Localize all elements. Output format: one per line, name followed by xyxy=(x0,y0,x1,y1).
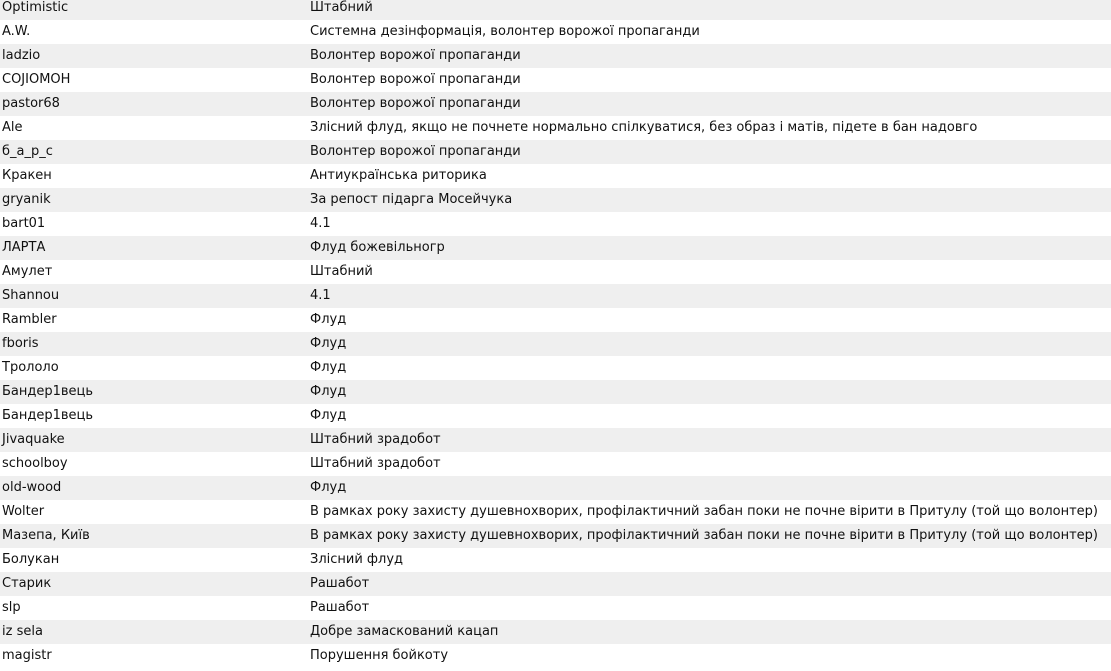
table-row xyxy=(0,572,1111,596)
banned-username: Амулет xyxy=(0,260,308,284)
ban-reason: Волонтер ворожої пропаганди xyxy=(308,68,1111,92)
ban-reason: Волонтер ворожої пропаганди xyxy=(308,92,1111,116)
table-row xyxy=(0,476,1111,500)
ban-reason: Злісний флуд xyxy=(308,548,1111,572)
banned-username: Optimistic xyxy=(0,0,308,20)
ban-reason: Рашабот xyxy=(308,596,1111,620)
banned-username: iz sela xyxy=(0,620,308,644)
ban-reason: Добре замаскований кацап xyxy=(308,620,1111,644)
ban-reason: Злісний флуд, якщо не почнете нормально спілкуватися, без образ і матів, підете в бан надовго xyxy=(308,116,1111,140)
banned-username: Shannou xyxy=(0,284,308,308)
banned-username: Кракен xyxy=(0,164,308,188)
table-row xyxy=(0,620,1111,644)
banned-username: СОJIОМОН xyxy=(0,68,308,92)
banned-username: Болукан xyxy=(0,548,308,572)
ban-reason: Флуд xyxy=(308,476,1111,500)
banned-username: Jivaquake xyxy=(0,428,308,452)
table-row xyxy=(0,68,1111,92)
table-row xyxy=(0,188,1111,212)
ban-reason: 4.1 xyxy=(308,212,1111,236)
ban-reason: В рамках року захисту душевнохворих, профілактичний забан поки не почне вірити в Притулу (той що волонтер) xyxy=(308,500,1111,524)
ban-reason: Штабний зрадобот xyxy=(308,452,1111,476)
table-row xyxy=(0,452,1111,476)
table-row xyxy=(0,428,1111,452)
banned-username: old-wood xyxy=(0,476,308,500)
table-row xyxy=(0,0,1111,20)
ban-reason: Волонтер ворожої пропаганди xyxy=(308,140,1111,164)
banned-username: pastor68 xyxy=(0,92,308,116)
ban-reason: Штабний зрадобот xyxy=(308,428,1111,452)
banned-username: magistr xyxy=(0,644,308,668)
banned-username: Мазепа, Київ xyxy=(0,524,308,548)
banned-username: schoolboy xyxy=(0,452,308,476)
table-row xyxy=(0,236,1111,260)
table-row xyxy=(0,260,1111,284)
ban-reason: Штабний xyxy=(308,260,1111,284)
ban-reason: Системна дезінформація, волонтер ворожої пропаганди xyxy=(308,20,1111,44)
ban-reason: В рамках року захисту душевнохворих, профілактичний забан поки не почне вірити в Притулу (той що волонтер) xyxy=(308,524,1111,548)
banned-username: Бандер1вець xyxy=(0,380,308,404)
ban-reason: Флуд xyxy=(308,332,1111,356)
banned-username: gryanik xyxy=(0,188,308,212)
table-row xyxy=(0,380,1111,404)
table-row xyxy=(0,404,1111,428)
table-row xyxy=(0,332,1111,356)
banned-username: ladzio xyxy=(0,44,308,68)
table-row xyxy=(0,212,1111,236)
ban-reason: 4.1 xyxy=(308,284,1111,308)
ban-reason: За репост підарга Мосейчука xyxy=(308,188,1111,212)
banned-username: fboris xyxy=(0,332,308,356)
banned-username: A.W. xyxy=(0,20,308,44)
table-row xyxy=(0,308,1111,332)
table-row xyxy=(0,92,1111,116)
table-row xyxy=(0,548,1111,572)
table-row xyxy=(0,140,1111,164)
banned-username: bart01 xyxy=(0,212,308,236)
banned-username: ЛАРТА xyxy=(0,236,308,260)
ban-reason: Рашабот xyxy=(308,572,1111,596)
banned-username: Wolter xyxy=(0,500,308,524)
ban-reason: Порушення бойкоту xyxy=(308,644,1111,668)
table-row xyxy=(0,356,1111,380)
table-row xyxy=(0,164,1111,188)
table-row xyxy=(0,20,1111,44)
banned-username: Ale xyxy=(0,116,308,140)
table-row xyxy=(0,116,1111,140)
table-row xyxy=(0,596,1111,620)
banned-username: slp xyxy=(0,596,308,620)
table-row xyxy=(0,500,1111,524)
banned-username: Rambler xyxy=(0,308,308,332)
ban-reason: Флуд xyxy=(308,308,1111,332)
ban-reason: Флуд божевільногр xyxy=(308,236,1111,260)
table-row xyxy=(0,44,1111,68)
table-row xyxy=(0,644,1111,668)
banned-username: Трололо xyxy=(0,356,308,380)
banned-username: Старик xyxy=(0,572,308,596)
ban-reason: Волонтер ворожої пропаганди xyxy=(308,44,1111,68)
table-row xyxy=(0,524,1111,548)
ban-reason: Штабний xyxy=(308,0,1111,20)
banned-username: б_а_р_с xyxy=(0,140,308,164)
ban-reason: Флуд xyxy=(308,356,1111,380)
ban-reason: Флуд xyxy=(308,404,1111,428)
table-row xyxy=(0,284,1111,308)
banned-username: Бандер1вець xyxy=(0,404,308,428)
ban-reason: Антиукраїнська риторика xyxy=(308,164,1111,188)
ban-reason: Флуд xyxy=(308,380,1111,404)
